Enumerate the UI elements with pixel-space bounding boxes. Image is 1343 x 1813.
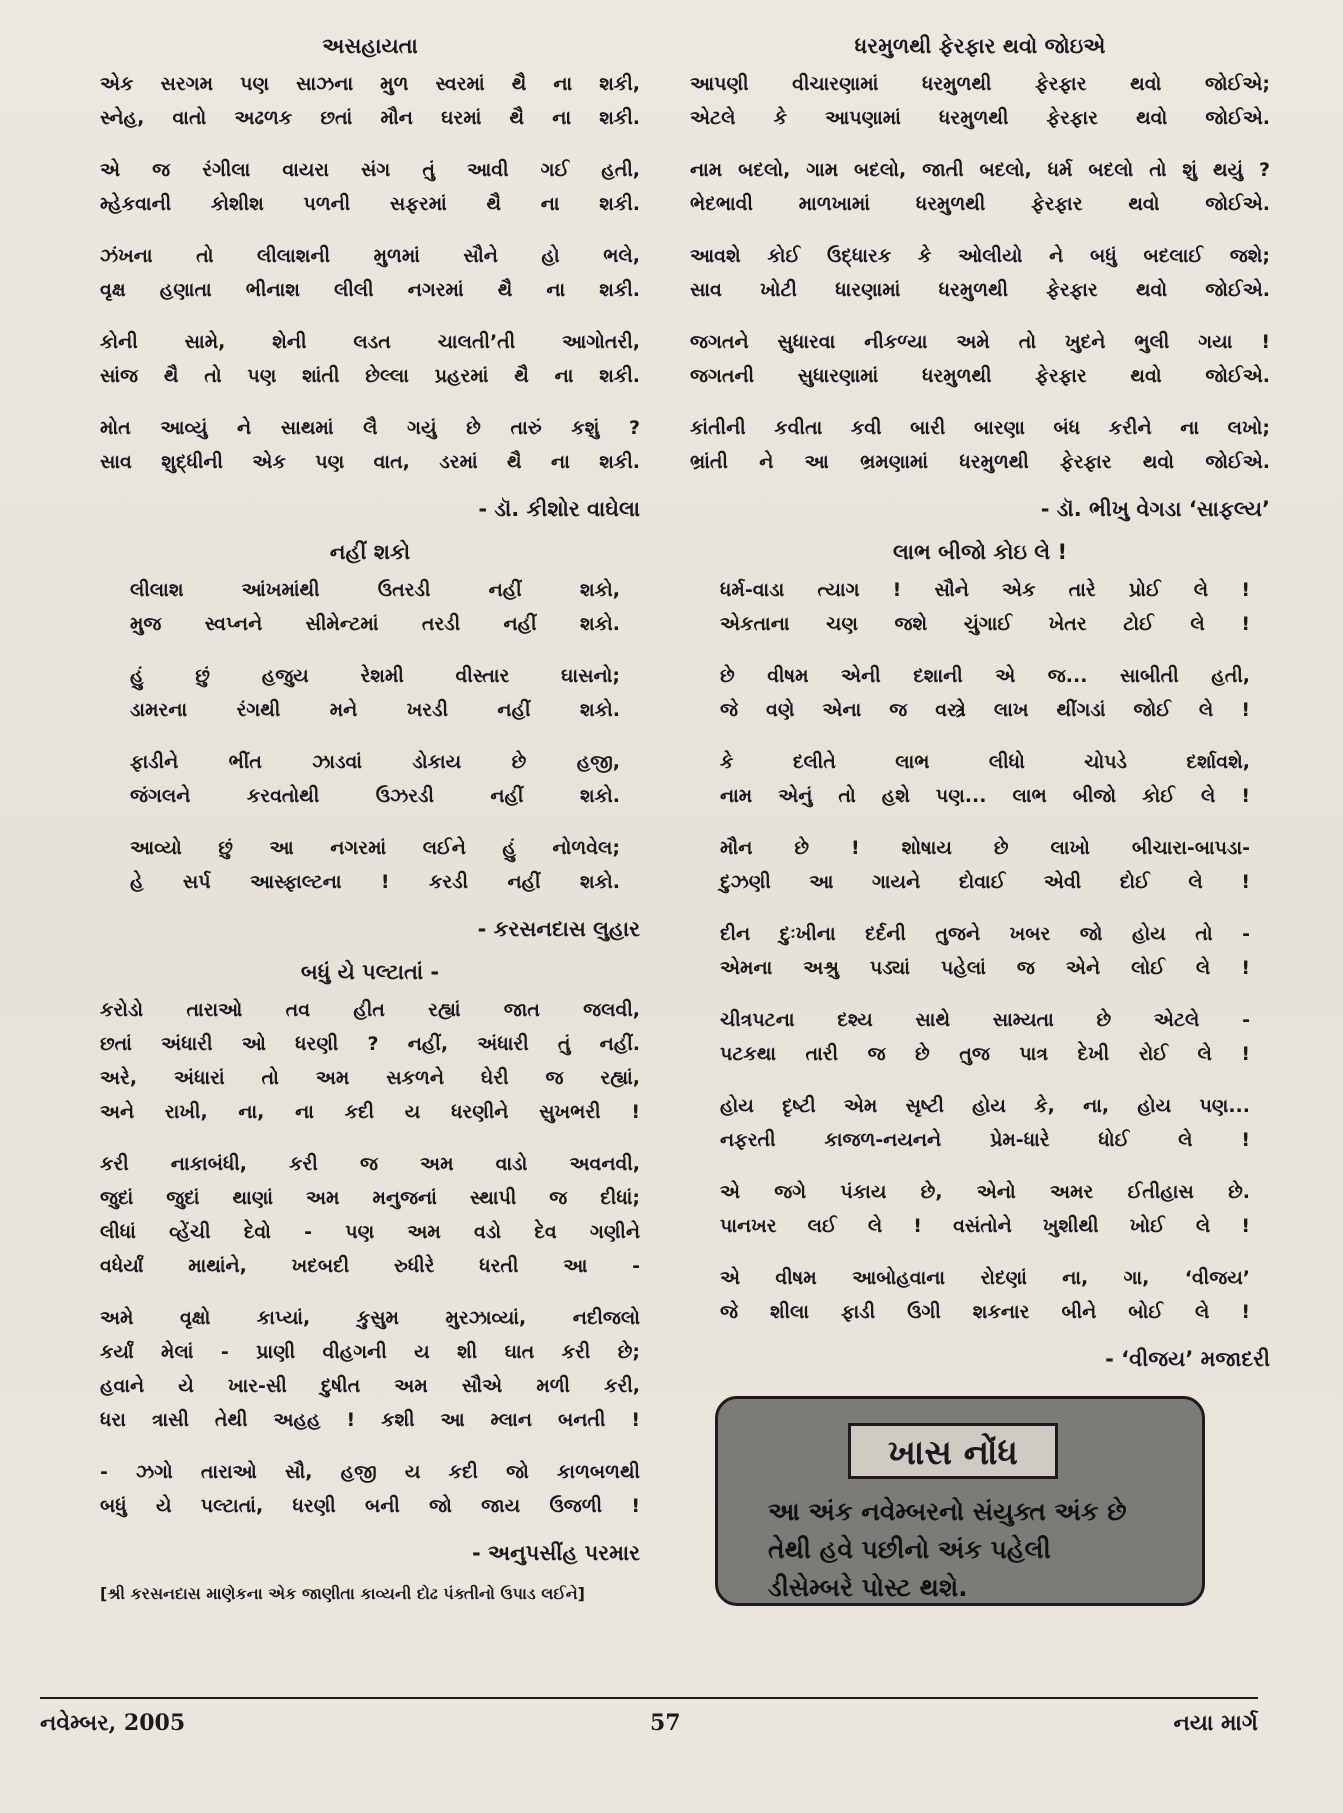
poem-line: હવાને યે ખાર-સી દુષીત અમ સૌએ મળી કરી,: [100, 1375, 640, 1397]
poem-line: કાંતીની કવીતા કવી બારી બારણા બંધ કરીને ના લખો;: [690, 417, 1270, 439]
notice-line: આ અંક નવેમ્બરનો સંયુક્ત અંક છે: [768, 1497, 1127, 1526]
poem-footnote: [શ્રી કરસનદાસ માણેકના એક જાણીતા કાવ્યની દોઢ પંક્તીનો ઉપાડ લઈને]: [100, 1584, 585, 1603]
notice-line: તેથી હવે પછીનો અંક પહેલી: [768, 1535, 1051, 1564]
stanza: [690, 659, 1270, 727]
poem-line: એકતાના ચણ જશે ચુંગાઈ ખેતર ટોઈ લે !: [720, 613, 1250, 635]
stanza: [100, 1455, 640, 1523]
poem-line: એ જ રંગીલા વાયરા સંગ તું આવી ગઈ હતી,: [100, 159, 640, 181]
poem-line: વધેર્યાં માથાંને, ખદબદી રુધીરે ધરતી આ -: [100, 1255, 640, 1277]
poem-line: વૃક્ષ હણાતા ભીનાશ લીલી નગરમાં થૈ ના શકી.: [100, 279, 640, 301]
poem-author: - ‘વીજય’ મજાદરી: [1105, 1347, 1270, 1371]
poem-dharmulthi: [690, 34, 1270, 522]
poem-line: નામ એનું તો હશે પણ... લાભ બીજો કોઈ લે !: [720, 785, 1250, 807]
poem-line: અને રાખી, ના, ના કદી ય ધરણીને સુખભરી !: [100, 1101, 640, 1123]
stanza: [690, 917, 1270, 985]
poem-line: જે વણે એના જ વસ્ત્રે લાખ થીંગડાં જોઈ લે !: [720, 699, 1250, 721]
stanza: [100, 573, 640, 641]
poem-line: ડામરના રંગથી મને ખરડી નહીં શકો.: [130, 699, 620, 721]
poem-line: ભેદભાવી માળખામાં ધરમુળથી ફેરફાર થવો જોઈએ.: [690, 193, 1270, 215]
stanza: [100, 745, 640, 813]
stanza: [690, 745, 1270, 813]
poem-line: ચીત્રપટના દશ્ય સાથે સામ્યતા છે એટલે -: [720, 1009, 1250, 1031]
magazine-name: નયા માર્ગ: [1173, 1710, 1258, 1736]
poem-line: આવ્યો છું આ નગરમાં લઈને હું નોળવેલ;: [130, 837, 620, 859]
stanza: [690, 1089, 1270, 1157]
poem-line: અરે, અંધારાં તો અમ સકળને ઘેરી જ રહ્યાં,: [100, 1067, 640, 1089]
poem-nahi-shako: [100, 540, 640, 942]
poem-line: જગતની સુધારણામાં ધરમુળથી ફેરફાર થવો જોઈએ.: [690, 365, 1270, 387]
footer-divider: [40, 1697, 1258, 1699]
stanza: [100, 831, 640, 899]
poem-line: લીલાશ આંખમાંથી ઉતરડી નહીં શકો,: [130, 579, 620, 601]
stanza: [100, 67, 640, 135]
stanza: [100, 411, 640, 479]
poem-title: બધું યે પલ્ટાતાં -: [300, 960, 440, 984]
poem-line: કે દલીતે લાભ લીધો ચોપડે દર્શાવશે,: [720, 751, 1250, 773]
poem-line: એટલે કે આપણામાં ધરમુળથી ફેરફાર થવો જોઈએ.: [690, 107, 1270, 129]
special-notice-box: [715, 1396, 1205, 1606]
poem-line: દુઝણી આ ગાયને દોવાઈ એવી દોઈ લે !: [720, 871, 1250, 893]
page-number: 57: [650, 1710, 681, 1736]
poem-line: ધર્મ-વાડા ત્યાગ ! સૌને એક તારે પ્રોઈ લે !: [720, 579, 1250, 601]
poem-line: - ઝગો તારાઓ સૌ, હજી ય કદી જો કાળબળથી: [100, 1461, 640, 1483]
poem-line: આપણી વીચારણામાં ધરમુળથી ફેરફાર થવો જોઈએ;: [690, 73, 1270, 95]
poem-line: જે શીલા ફાડી ઉગી શકનાર બીને બોઈ લે !: [720, 1301, 1250, 1323]
poem-line: નફરતી કાજળ-નયનને પ્રેમ-ધારે ધોઈ લે !: [720, 1129, 1250, 1151]
poem-line: પાનખર લઈ લે ! વસંતોને ખુશીથી ખોઈ લે !: [720, 1215, 1250, 1237]
stanza: [690, 1261, 1270, 1329]
poem-line: હોય દૃષ્ટી એમ સૃષ્ટી હોય કે, ના, હોય પણ...: [720, 1095, 1250, 1117]
poem-line: એ વીષમ આબોહવાના રોદણાં ના, ગા, ‘વીજય’: [720, 1267, 1250, 1289]
poem-line: મ્હેકવાની કોશીશ પળની સફરમાં થૈ ના શકી.: [100, 193, 640, 215]
stanza: [690, 153, 1270, 221]
stanza: [100, 239, 640, 307]
poem-line: છતાં અંધારી ઓ ધરણી ? નહીં, અંધારી તું નહીં.: [100, 1033, 640, 1055]
poem-line: ઝંખના તો લીલાશની મુળમાં સૌને હો ભલે,: [100, 245, 640, 267]
poem-line: એમના અશ્રુ પડ્યાં પહેલાં જ એને લોઈ લે !: [720, 957, 1250, 979]
stanza: [690, 411, 1270, 479]
poem-line: નામ બદલો, ગામ બદલો, જાતી બદલો, ધર્મ બદલો તો શું થયું ?: [690, 159, 1270, 181]
poem-line: છે વીષમ એની દશાની એ જ... સાબીતી હતી,: [720, 665, 1250, 687]
poem-line: આવશે કોઈ ઉદ્ધારક કે ઓલીયો ને બધું બદલાઈ જશે;: [690, 245, 1270, 267]
poem-title: લાભ બીજો કોઇ લે !: [892, 540, 1068, 564]
poem-line: કરી નાકાબંધી, કરી જ અમ વાડો અવનવી,: [100, 1153, 640, 1175]
stanza: [100, 325, 640, 393]
stanza: [690, 573, 1270, 641]
stanza: [100, 1147, 640, 1283]
poem-line: કોની સામે, શેની લડત ચાલતી’તી આગોતરી,: [100, 331, 640, 353]
poem-line: ભ્રાંતી ને આ ભ્રમણામાં ધરમુળથી ફેરફાર થવો જોઈએ.: [690, 451, 1270, 473]
poem-line: લીધાં વ્હેંચી દેવો - પણ અમ વડો દેવ ગણીને: [100, 1221, 640, 1243]
poem-line: જુદાં જુદાં થાણાં અમ મનુજનાં સ્થાપી જ દીધાં;: [100, 1187, 640, 1209]
poem-line: મુજ સ્વપ્નને સીમેન્ટમાં તરડી નહીં શકો.: [130, 613, 620, 635]
poem-author: - કરસનદાસ લુહાર: [477, 917, 640, 941]
poem-author: - ડૉ. કીશોર વાઘેલા: [478, 497, 640, 521]
poem-line: જગતને સુધારવા નીકળ્યા અમે તો ખુદને ભુલી ગયા !: [690, 331, 1270, 353]
stanza: [100, 1301, 640, 1437]
left-column: [100, 30, 640, 1614]
poem-line: હું છું હજુય રેશમી વીસ્તાર ઘાસનો;: [130, 665, 620, 687]
poem-line: સાવ શુદ્ધીની એક પણ વાત, ડરમાં થૈ ના શકી.: [100, 451, 640, 473]
issue-date: નવેમ્બર, 2005: [40, 1710, 186, 1736]
stanza: [690, 67, 1270, 135]
poem-line: સાંજ થૈ તો પણ શાંતી છેલ્લા પ્રહરમાં થૈ ના શકી.: [100, 365, 640, 387]
stanza: [100, 153, 640, 221]
poem-line: ફાડીને ભીંત ઝાડવાં ડોકાય છે હજી,: [130, 751, 620, 773]
poem-author: - ડૉ. ભીખુ વેગડા ‘સાફલ્ય’: [1040, 497, 1270, 521]
poem-labh-bijo: [690, 540, 1270, 1372]
poem-line: મૌન છે ! શોષાય છે લાખો બીચારા-બાપડા-: [720, 837, 1250, 859]
poem-line: મોત આવ્યું ને સાથમાં લૈ ગયું છે તારું કશું ?: [100, 417, 640, 439]
poem-line: એ જગે પંકાય છે, એનો અમર ઈતીહાસ છે.: [720, 1181, 1250, 1203]
poem-line: સ્નેહ, વાતો અઢળક છતાં મૌન ઘરમાં થૈ ના શકી.: [100, 107, 640, 129]
stanza: [690, 1003, 1270, 1071]
poem-line: દીન દુઃખીના દર્દની તુજને ખબર જો હોય તો -: [720, 923, 1250, 945]
right-column: [690, 30, 1270, 1606]
poem-line: કરોડો તારાઓ તવ હીત રહ્યાં જાત જલવી,: [100, 999, 640, 1021]
poem-line: એક સરગમ પણ સાઝના મુળ સ્વરમાં થૈ ના શકી,: [100, 73, 640, 95]
poem-line: હે સર્પ આસ્ફાલ્ટના ! કરડી નહીં શકો.: [130, 871, 620, 893]
poem-line: બધું યે પલ્ટાતાં, ધરણી બની જો જાય ઉજળી !: [100, 1495, 640, 1517]
poem-title: અસહાયતા: [322, 34, 418, 58]
poem-line: અમે વૃક્ષો કાપ્યાં, કુસુમ મુરઝાવ્યાં, નદીજલો: [100, 1307, 640, 1329]
poem-line: કર્યાં મેલાં - પ્રાણી વીહગની ય શી ઘાત કરી છે;: [100, 1341, 640, 1363]
poem-ashayata: [100, 34, 640, 522]
stanza: [690, 831, 1270, 899]
stanza: [690, 325, 1270, 393]
poem-title: નહીં શકો: [329, 540, 411, 564]
poem-title: ધરમુળથી ફેરફાર થવો જોઇએ: [854, 34, 1106, 58]
poem-line: પટકથા તારી જ છે તુજ પાત્ર દેખી રોઈ લે !: [720, 1043, 1250, 1065]
poem-badhu-ye-paltata: [100, 960, 640, 1604]
stanza: [690, 1175, 1270, 1243]
notice-line: ડીસેમ્બરે પોસ્ટ થશે.: [768, 1573, 968, 1602]
stanza: [690, 239, 1270, 307]
notice-title: ખાસ નોંધ: [848, 1423, 1058, 1479]
poem-author: - અનુપસીંહ પરમાર: [471, 1541, 640, 1565]
poem-line: સાવ ખોટી ધારણામાં ધરમુળથી ફેરફાર થવો જોઈએ.: [690, 279, 1270, 301]
poem-line: જંગલને કરવતોથી ઉઝરડી નહીં શકો.: [130, 785, 620, 807]
stanza: [100, 659, 640, 727]
stanza: [100, 993, 640, 1129]
notice-body: [768, 1493, 1162, 1607]
poem-line: ધરા ત્રાસી તેથી અહહ ! કશી આ મ્લાન બનતી !: [100, 1409, 640, 1431]
